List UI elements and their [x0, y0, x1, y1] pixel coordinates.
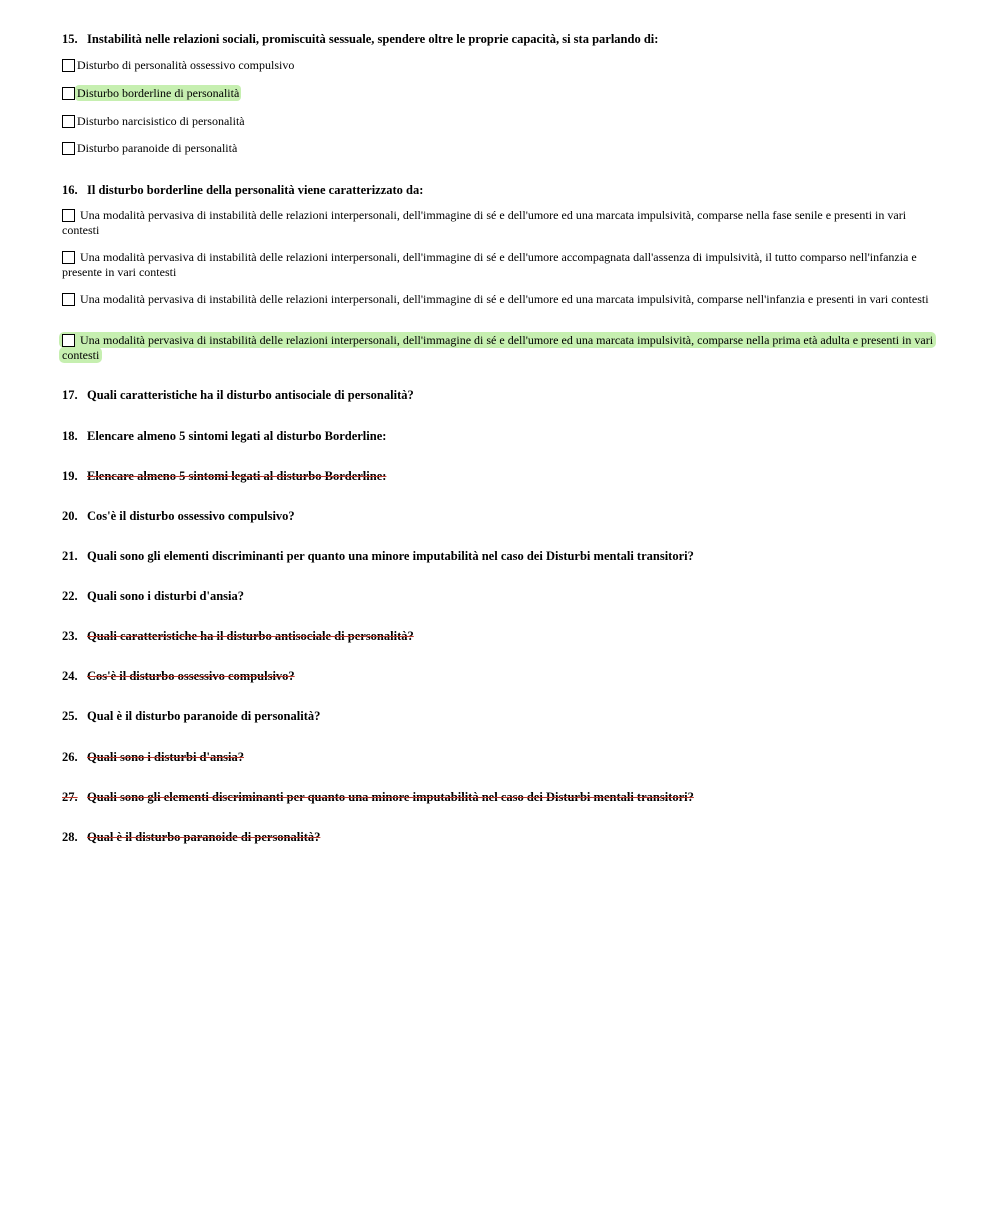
- question-text: Qual è il disturbo paranoide di personalità?: [87, 709, 321, 723]
- option-label: Una modalità pervasiva di instabilità delle relazioni interpersonali, dell'immagine di sé e dell'umore ed una marcata impulsività, comparse nella fase senile e presenti in vari contesti: [62, 208, 907, 237]
- question-text: Instabilità nelle relazioni sociali, promiscuità sessuale, spendere oltre le proprie capacità, si sta parlando di:: [87, 32, 659, 46]
- option-label: Una modalità pervasiva di instabilità delle relazioni interpersonali, dell'immagine di sé e dell'umore accompagnata dall'assenza di impulsività, il tutto comparso nell'infanzia e presente in vari contesti: [62, 250, 917, 279]
- option-label: Una modalità pervasiva di instabilità delle relazioni interpersonali, dell'immagine di sé e dell'umore ed una marcata impulsività, comparse nell'infanzia e presenti in vari contesti: [80, 292, 929, 306]
- checkbox[interactable]: [62, 115, 75, 128]
- checkbox[interactable]: [62, 142, 75, 155]
- question-number: 26.: [62, 750, 78, 764]
- question-text: Il disturbo borderline della personalità viene caratterizzato da:: [87, 183, 424, 197]
- q15-option-4[interactable]: [62, 141, 942, 156]
- checkbox[interactable]: [62, 59, 75, 72]
- option-highlight: [59, 332, 936, 363]
- option-label: Disturbo narcisistico di personalità: [77, 114, 245, 128]
- question-27-struck: [62, 789, 942, 805]
- question-18: [62, 428, 942, 444]
- question-number: 18.: [62, 429, 78, 443]
- question-number: 28.: [62, 830, 78, 844]
- question-text: Quali sono gli elementi discriminanti per quanto una minore imputabilità nel caso dei Disturbi mentali transitori?: [87, 790, 694, 804]
- question-15: [62, 31, 942, 47]
- question-22: [62, 588, 942, 604]
- question-21: [62, 548, 942, 564]
- checkbox[interactable]: [62, 293, 75, 306]
- q16-option-2[interactable]: [62, 250, 942, 280]
- question-number: 27.: [62, 790, 78, 804]
- question-text: Quali sono i disturbi d'ansia?: [87, 750, 245, 764]
- question-text: Quali caratteristiche ha il disturbo antisociale di personalità?: [87, 388, 414, 402]
- question-number: 17.: [62, 388, 78, 402]
- question-25: [62, 708, 942, 724]
- question-23-struck: [62, 628, 942, 644]
- q15-option-2[interactable]: [62, 86, 942, 101]
- question-number: 15.: [62, 32, 78, 46]
- question-number: 20.: [62, 509, 78, 523]
- q16-option-3[interactable]: [62, 292, 942, 307]
- checkbox[interactable]: [62, 209, 75, 222]
- question-19-struck: [62, 468, 942, 484]
- question-17: [62, 387, 942, 403]
- question-text: Quali caratteristiche ha il disturbo antisociale di personalità?: [87, 629, 414, 643]
- checkbox[interactable]: [62, 87, 75, 100]
- question-number: 19.: [62, 469, 78, 483]
- q15-option-1[interactable]: [62, 58, 942, 73]
- question-26-struck: [62, 749, 942, 765]
- question-16-title: [62, 182, 942, 198]
- question-number: 21.: [62, 549, 78, 563]
- option-label: Disturbo paranoide di personalità: [77, 141, 238, 155]
- option-label: Una modalità pervasiva di instabilità delle relazioni interpersonali, dell'immagine di sé e dell'umore ed una marcata impulsività, comparse nella prima età adulta e presenti in vari contesti: [62, 333, 934, 362]
- question-20: [62, 508, 942, 524]
- q16-option-4[interactable]: [62, 333, 942, 363]
- question-number: 24.: [62, 669, 78, 683]
- option-label-highlighted: Disturbo borderline di personalità: [77, 86, 240, 100]
- question-number: 22.: [62, 589, 78, 603]
- q15-option-3[interactable]: [62, 114, 942, 129]
- question-text: Cos'è il disturbo ossessivo compulsivo?: [87, 669, 295, 683]
- question-15-title: [62, 31, 942, 47]
- question-text: Qual è il disturbo paranoide di personalità?: [87, 830, 321, 844]
- option-label: Disturbo di personalità ossessivo compulsivo: [77, 58, 295, 72]
- question-number: 25.: [62, 709, 78, 723]
- question-24-struck: [62, 668, 942, 684]
- question-16: [62, 182, 942, 198]
- question-text: Cos'è il disturbo ossessivo compulsivo?: [87, 509, 295, 523]
- question-28-struck: [62, 829, 942, 845]
- question-number: 16.: [62, 183, 78, 197]
- question-text: Elencare almeno 5 sintomi legati al disturbo Borderline:: [87, 429, 387, 443]
- question-text: Quali sono gli elementi discriminanti per quanto una minore imputabilità nel caso dei Disturbi mentali transitori?: [87, 549, 694, 563]
- checkbox[interactable]: [62, 251, 75, 264]
- question-text: Quali sono i disturbi d'ansia?: [87, 589, 245, 603]
- checkbox[interactable]: [62, 334, 75, 347]
- question-text: Elencare almeno 5 sintomi legati al disturbo Borderline:: [87, 469, 387, 483]
- q16-option-1[interactable]: [62, 208, 942, 238]
- question-number: 23.: [62, 629, 78, 643]
